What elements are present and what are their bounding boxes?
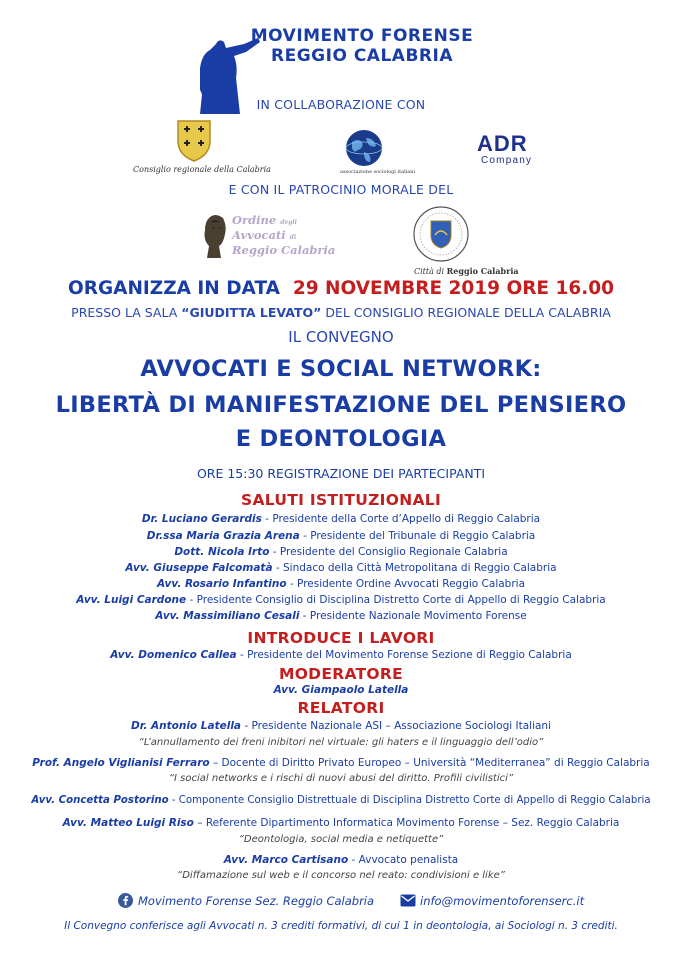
city-seal-icon <box>410 205 472 263</box>
speaker-line: Prof. Angelo Viglianisi Ferraro – Docente di Diritto Privato Europeo – Università “Mediterranea” di Reggio Calabria <box>32 757 650 769</box>
email-icon <box>400 894 416 907</box>
consiglio-caption: Consiglio regionale della Calabria <box>133 165 271 174</box>
talk-title: “L’annullamento dei freni inibitori nel virtuale: gli haters e il linguaggio dell’odio” <box>138 737 544 748</box>
speaker-line: Avv. Marco Cartisano - Avvocato penalista <box>223 854 459 866</box>
facebook-icon <box>118 893 133 908</box>
speaker-line: Avv. Luigi Cardone - Presidente Consiglio di Disciplina Distretto Corte di Appello di Reggio Calabria <box>76 594 606 606</box>
credits-note: Il Convegno conferisce agli Avvocati n. 3 crediti formativi, di cui 1 in deontologia, ai Sociologi n. 3 crediti. <box>64 920 618 932</box>
event-venue: PRESSO LA SALA “GIUDITTA LEVATO” DEL CONSIGLIO REGIONALE DELLA CALABRIA <box>71 305 611 320</box>
event-date-line: ORGANIZZA IN DATA 29 NOVEMBRE 2019 ORE 16.00 <box>67 278 615 299</box>
convegno-label: IL CONVEGNO <box>288 328 394 346</box>
speaker-line: Avv. Domenico Callea - Presidente del Movimento Forense Sezione di Reggio Calabria <box>110 649 572 661</box>
adr-logo-text: ADR <box>477 131 528 156</box>
ordine-logo-text: Ordine degli Avvocati di Reggio Calabria <box>232 213 336 257</box>
collaboration-label: IN COLLABORAZIONE CON <box>256 97 426 112</box>
event-title-line3: E DEONTOLOGIA <box>235 426 447 452</box>
event-title-line1: AVVOCATI E SOCIAL NETWORK: <box>140 356 542 382</box>
speaker-line: Avv. Concetta Postorino - Componente Consiglio Distrettuale di Disciplina Distretto Corte di Appello di Reggio Calabria <box>31 795 651 806</box>
saluti-heading: SALUTI ISTITUZIONALI <box>240 491 442 509</box>
speaker-line: Dr. Luciano Gerardis - Presidente della Corte d’Appello di Reggio Calabria <box>141 513 541 525</box>
speaker-line: Avv. Matteo Luigi Riso – Referente Dipartimento Informatica Movimento Forense – Sez. Reggio Calabria <box>62 817 620 829</box>
speaker-line: Avv. Rosario Infantino - Presidente Ordine Avvocati Reggio Calabria <box>156 578 526 590</box>
patrocinio-label: E CON IL PATROCINIO MORALE DEL <box>228 182 454 197</box>
coat-of-arms-icon <box>174 117 214 163</box>
talk-title: “I social networks e i rischi di nuovi abusi del diritto. Profili civilistici” <box>168 773 514 784</box>
org-name-line2: REGGIO CALABRIA <box>271 46 453 66</box>
sociology-caption: associazione sociologi italiani <box>340 169 416 175</box>
moderatore-heading: MODERATORE <box>278 665 404 683</box>
speaker-line: Dr.ssa Maria Grazia Arena - Presidente del Tribunale di Reggio Calabria <box>146 530 536 542</box>
email-link[interactable]: info@movimentoforenserc.it <box>420 894 585 908</box>
moderator-name: Avv. Giampaolo Latella <box>273 684 409 696</box>
event-title-line2: LIBERTÀ DI MANIFESTAZIONE DEL PENSIERO <box>55 392 627 418</box>
speaker-line: Dr. Antonio Latella - Presidente Nazionale ASI – Associazione Sociologi Italiani <box>130 720 552 732</box>
org-name-line1: MOVIMENTO FORENSE <box>250 26 474 46</box>
speaker-line: Avv. Giuseppe Falcomatà - Sindaco della Città Metropolitana di Reggio Calabria <box>125 562 557 574</box>
speaker-line: Avv. Massimiliano Cesali - Presidente Nazionale Movimento Forense <box>155 610 527 622</box>
introduce-heading: INTRODUCE I LAVORI <box>247 629 435 647</box>
registration-time: ORE 15:30 REGISTRAZIONE DEI PARTECIPANTI <box>196 466 486 481</box>
bronze-head-icon <box>203 212 229 258</box>
relatori-heading: RELATORI <box>297 699 385 717</box>
globe-icon <box>344 128 384 168</box>
talk-title: “Deontologia, social media e netiquette” <box>238 834 444 845</box>
talk-title: “Diffamazione sul web e il concorso nel reato: condivisioni e like” <box>177 870 505 881</box>
adr-company-text: Company <box>481 155 533 166</box>
facebook-link[interactable]: Movimento Forense Sez. Reggio Calabria <box>138 894 375 908</box>
citta-caption: Città di Reggio Calabria <box>414 266 519 276</box>
speaker-line: Dott. Nicola Irto - Presidente del Consiglio Regionale Calabria <box>174 546 508 558</box>
